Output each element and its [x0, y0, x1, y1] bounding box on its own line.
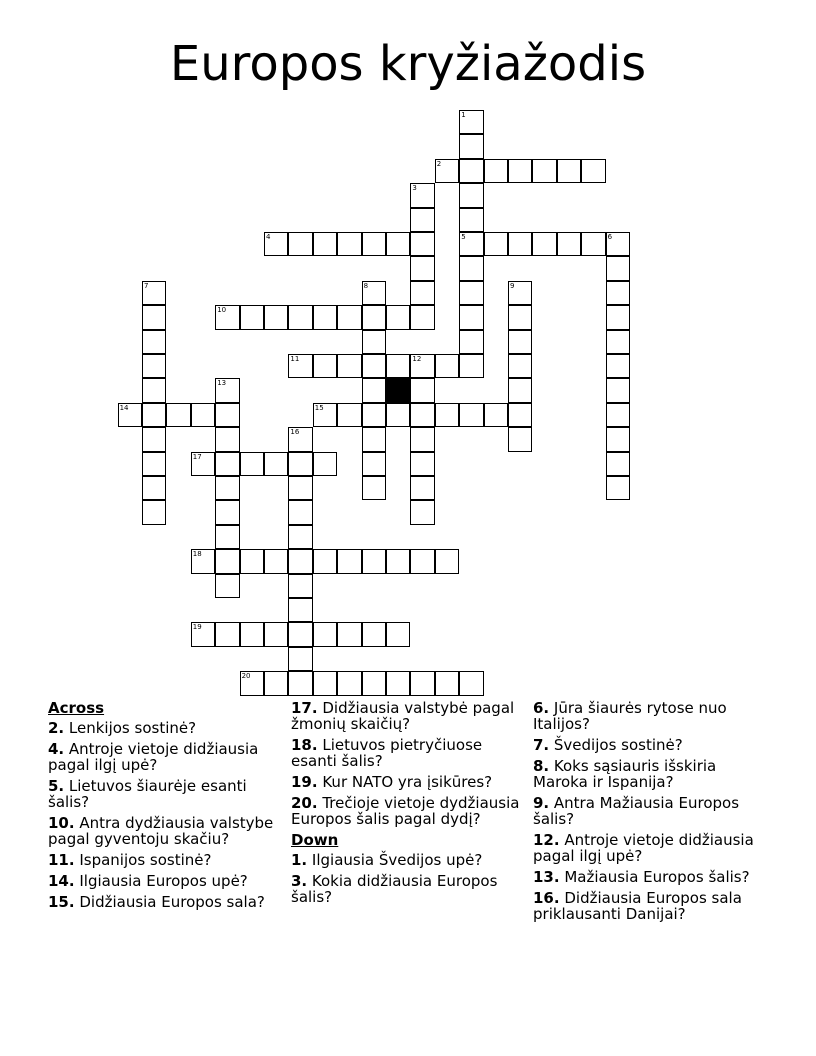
clue-number: 3: [412, 184, 417, 193]
crossword-cell[interactable]: [435, 403, 459, 427]
clue-number: 10: [217, 306, 227, 315]
crossword-cell[interactable]: [288, 354, 312, 378]
crossword-cell[interactable]: [410, 403, 434, 427]
crossword-cell[interactable]: [191, 403, 215, 427]
clue-text: Trečioje vietoje dydžiausia Europos šalis pagal dydį?: [291, 794, 520, 828]
crossword-cell[interactable]: [264, 549, 288, 573]
clue-text: Antroje vietoje didžiausia pagal ilgį upė?: [533, 831, 754, 865]
clue-number: 1: [461, 111, 466, 119]
crossword-cell[interactable]: [606, 427, 630, 451]
crossword-cell[interactable]: [215, 574, 239, 598]
crossword-cell[interactable]: [191, 452, 215, 476]
clue-number: 9.: [533, 794, 550, 812]
crossword-cell[interactable]: [606, 305, 630, 329]
crossword-cell[interactable]: [410, 452, 434, 476]
crossword-cell[interactable]: [484, 159, 508, 183]
clue-number: 8.: [533, 757, 550, 775]
crossword-cell[interactable]: [337, 622, 361, 646]
crossword-cell[interactable]: [313, 354, 337, 378]
clue-number: 20: [241, 672, 251, 681]
crossword-cell[interactable]: [240, 549, 264, 573]
clue: [533, 869, 769, 885]
crossword-cell[interactable]: [362, 403, 386, 427]
crossword-cell[interactable]: [362, 281, 386, 305]
crossword-cell[interactable]: [215, 305, 239, 329]
clue-number: 12: [412, 355, 422, 363]
crossword-cell[interactable]: [386, 305, 410, 329]
crossword-cell[interactable]: [410, 500, 434, 524]
crossword-cell[interactable]: [288, 574, 312, 598]
crossword-cell[interactable]: [557, 232, 581, 256]
crossword-cell[interactable]: [508, 159, 532, 183]
crossword-cell[interactable]: [435, 159, 459, 183]
clue-number: 20.: [291, 794, 318, 812]
crossword-cell[interactable]: [288, 476, 312, 500]
crossword-cell[interactable]: [362, 452, 386, 476]
crossword-cell[interactable]: [362, 622, 386, 646]
crossword-cell[interactable]: [215, 549, 239, 573]
clue-text: Švedijos sostinė?: [549, 736, 683, 754]
clue-number: 6: [607, 233, 613, 241]
clue-text: Jūra šiaurės rytose nuo Italijos?: [533, 699, 727, 733]
crossword-cell[interactable]: [313, 232, 337, 256]
crossword-cell[interactable]: [410, 378, 434, 402]
crossword-cell[interactable]: [337, 671, 361, 695]
crossword-cell[interactable]: [410, 305, 434, 329]
crossword-cell[interactable]: [581, 159, 605, 183]
crossword-cell[interactable]: [606, 281, 630, 305]
clue: [48, 815, 284, 847]
crossword-cell[interactable]: [118, 403, 142, 427]
clue-number: 14.: [48, 872, 75, 890]
clue-column-2: [291, 700, 527, 910]
crossword-cell[interactable]: [459, 354, 483, 378]
crossword-cell[interactable]: [215, 452, 239, 476]
clue-number: 12.: [533, 831, 560, 849]
crossword-cell[interactable]: [142, 281, 166, 305]
clue-column-1: [48, 700, 284, 915]
clue-number: 11.: [48, 851, 75, 869]
crossword-cell[interactable]: [410, 208, 434, 232]
clue-text: Ilgiausia Švedijos upė?: [307, 851, 483, 869]
crossword-cell[interactable]: [459, 183, 483, 207]
crossword-cell[interactable]: [410, 427, 434, 451]
crossword-cell[interactable]: [459, 305, 483, 329]
crossword-cell[interactable]: [606, 452, 630, 476]
clue-text: Koks sąsiauris išskiria Maroka ir Ispanija?: [533, 757, 717, 791]
crossword-cell[interactable]: [264, 452, 288, 476]
crossword-cell[interactable]: [410, 671, 434, 695]
crossword-cell[interactable]: [215, 403, 239, 427]
crossword-cell[interactable]: [459, 134, 483, 158]
crossword-cell[interactable]: [386, 403, 410, 427]
crossword-cell[interactable]: [459, 671, 483, 695]
clue: [48, 778, 284, 810]
crossword-cell[interactable]: [459, 208, 483, 232]
clue-number: 2.: [48, 719, 65, 737]
crossword-cell[interactable]: [288, 232, 312, 256]
crossword-cell[interactable]: [313, 452, 337, 476]
crossword-cell[interactable]: [166, 403, 190, 427]
clue-number: 15: [314, 403, 324, 412]
crossword-cell[interactable]: [362, 354, 386, 378]
clue-text: Ilgiausia Europos upė?: [74, 872, 248, 890]
crossword-cell[interactable]: [215, 476, 239, 500]
clue-number: 16: [290, 428, 300, 437]
crossword-cell[interactable]: [508, 232, 532, 256]
clue-heading: Across: [48, 699, 105, 717]
crossword-cell[interactable]: [606, 330, 630, 354]
crossword-cell[interactable]: [410, 476, 434, 500]
clue-text: Kokia didžiausia Europos šalis?: [291, 872, 498, 906]
crossword-cell[interactable]: [264, 305, 288, 329]
crossword-cell[interactable]: [215, 427, 239, 451]
clue-number: 19: [192, 623, 202, 632]
clue-column-3: [533, 700, 769, 927]
crossword-cell[interactable]: [484, 232, 508, 256]
clue-number: 16.: [533, 889, 560, 907]
clue: [291, 774, 527, 790]
clue-number: 7: [144, 281, 149, 290]
crossword-cell[interactable]: [606, 354, 630, 378]
crossword-cell[interactable]: [606, 232, 630, 256]
crossword-cell[interactable]: [337, 305, 361, 329]
clue-number: 8: [363, 281, 369, 290]
crossword-cell[interactable]: [313, 671, 337, 695]
clue-number: 4.: [48, 740, 65, 758]
crossword-cell[interactable]: [581, 232, 605, 256]
crossword-cell[interactable]: [337, 232, 361, 256]
clue-number: 1.: [291, 851, 308, 869]
crossword-cell[interactable]: [313, 403, 337, 427]
crossword-cell[interactable]: [264, 671, 288, 695]
crossword-cell[interactable]: [508, 281, 532, 305]
crossword-cell[interactable]: [142, 476, 166, 500]
clue-number: 13.: [533, 868, 560, 886]
clue-text: Ispanijos sostinė?: [74, 851, 212, 869]
crossword-cell[interactable]: [362, 232, 386, 256]
clue-number: 18: [192, 550, 202, 559]
clue-text: Antroje vietoje didžiausia pagal ilgį upė?: [48, 740, 259, 774]
crossword-cell[interactable]: [435, 549, 459, 573]
crossword-cell[interactable]: [459, 403, 483, 427]
clue: [533, 737, 769, 753]
crossword-cell[interactable]: [215, 622, 239, 646]
clue-number: 9: [510, 281, 515, 290]
crossword-cell[interactable]: [215, 525, 239, 549]
crossword-cell[interactable]: [288, 622, 312, 646]
crossword-cell[interactable]: [288, 305, 312, 329]
clue-text: Didžiausia Europos sala priklausanti Danijai?: [533, 889, 742, 923]
clue-number: 11: [290, 355, 300, 363]
crossword-cell[interactable]: [606, 403, 630, 427]
clue-text: Didžiausia valstybė pagal žmonių skaičių?: [291, 699, 515, 733]
crossword-cell[interactable]: [508, 354, 532, 378]
crossword-cell[interactable]: [337, 403, 361, 427]
crossword-cell[interactable]: [288, 525, 312, 549]
clue: [291, 737, 527, 769]
clue: [291, 700, 527, 732]
crossword-cell[interactable]: [484, 403, 508, 427]
crossword-cell[interactable]: [288, 452, 312, 476]
crossword-cell[interactable]: [459, 110, 483, 134]
clue-text: Lietuvos pietryčiuose esanti šalis?: [291, 736, 483, 770]
crossword-cell[interactable]: [606, 476, 630, 500]
clue-heading: Down: [291, 831, 339, 849]
crossword-cell[interactable]: [288, 671, 312, 695]
crossword-cell[interactable]: [508, 403, 532, 427]
clue-number: 14: [119, 403, 129, 412]
crossword-cell[interactable]: [288, 427, 312, 451]
crossword-cell[interactable]: [337, 354, 361, 378]
crossword-cell[interactable]: [215, 378, 239, 402]
crossword-cell[interactable]: [264, 622, 288, 646]
clue-number: 3.: [291, 872, 308, 890]
clue-number: 7.: [533, 736, 550, 754]
crossword-cell[interactable]: [557, 159, 581, 183]
crossword-cell[interactable]: [532, 232, 556, 256]
clue-number: 13: [217, 379, 227, 388]
crossword-cell[interactable]: [362, 378, 386, 402]
crossword-cell[interactable]: [240, 671, 264, 695]
clue-number: 2: [436, 159, 442, 168]
crossword-cell[interactable]: [606, 378, 630, 402]
clue-number: 5.: [48, 777, 65, 795]
crossword-cell[interactable]: [386, 232, 410, 256]
crossword-cell[interactable]: [215, 500, 239, 524]
crossword-cell[interactable]: [191, 549, 215, 573]
crossword-cell[interactable]: [313, 305, 337, 329]
crossword-cell[interactable]: [142, 330, 166, 354]
crossword-cell[interactable]: [459, 256, 483, 280]
crossword-cell[interactable]: [191, 622, 215, 646]
crossword-cell[interactable]: [362, 476, 386, 500]
crossword-cell[interactable]: [313, 549, 337, 573]
black-cell: [386, 378, 410, 402]
crossword-cell[interactable]: [459, 159, 483, 183]
clue-text: Mažiausia Europos šalis?: [559, 868, 750, 886]
crossword-cell[interactable]: [606, 256, 630, 280]
clue-number: 17: [192, 452, 202, 461]
crossword-cell[interactable]: [386, 671, 410, 695]
crossword-cell[interactable]: [362, 549, 386, 573]
crossword-cell[interactable]: [142, 500, 166, 524]
crossword-cell[interactable]: [313, 622, 337, 646]
clue: [533, 890, 769, 922]
clue-text: Didžiausia Europos sala?: [74, 893, 265, 911]
clue-number: 19.: [291, 773, 318, 791]
crossword-cell[interactable]: [459, 330, 483, 354]
crossword-cell[interactable]: [362, 305, 386, 329]
clue-text: Lietuvos šiaurėje esanti šalis?: [48, 777, 247, 811]
crossword-cell[interactable]: [288, 549, 312, 573]
clue-number: 10.: [48, 814, 75, 832]
page-title: Europos kryžiažodis: [169, 36, 647, 92]
clue-text: Lenkijos sostinė?: [64, 719, 197, 737]
crossword-cell[interactable]: [532, 159, 556, 183]
crossword-cell[interactable]: [410, 549, 434, 573]
crossword-cell[interactable]: [337, 549, 361, 573]
crossword-cell[interactable]: [362, 427, 386, 451]
crossword-cell[interactable]: [142, 403, 166, 427]
clue: [48, 720, 284, 736]
clue-text: Antra dydžiausia valstybe pagal gyventoju skačiu?: [48, 814, 274, 848]
clue: [533, 832, 769, 864]
clue: [291, 873, 527, 905]
crossword-cell[interactable]: [288, 500, 312, 524]
crossword-cell[interactable]: [362, 330, 386, 354]
crossword-cell[interactable]: [508, 378, 532, 402]
crossword-cell[interactable]: [142, 305, 166, 329]
crossword-cell[interactable]: [142, 452, 166, 476]
crossword-cell[interactable]: [508, 305, 532, 329]
crossword-cell[interactable]: [240, 622, 264, 646]
crossword-cell[interactable]: [142, 378, 166, 402]
crossword-cell[interactable]: [508, 330, 532, 354]
crossword-cell[interactable]: [459, 281, 483, 305]
clue-number: 18.: [291, 736, 318, 754]
crossword-cell[interactable]: [288, 598, 312, 622]
crossword-cell[interactable]: [386, 622, 410, 646]
crossword-cell[interactable]: [264, 232, 288, 256]
crossword-cell[interactable]: [240, 305, 264, 329]
crossword-cell[interactable]: [386, 549, 410, 573]
crossword-cell[interactable]: [459, 232, 483, 256]
clue: [533, 758, 769, 790]
clue: [48, 741, 284, 773]
crossword-cell[interactable]: [410, 232, 434, 256]
clue: [533, 700, 769, 732]
crossword-cell[interactable]: [362, 671, 386, 695]
clue-text: Antra Mažiausia Europos šalis?: [533, 794, 740, 828]
clue: [291, 852, 527, 868]
crossword-cell[interactable]: [142, 354, 166, 378]
crossword-cell[interactable]: [386, 354, 410, 378]
crossword-cell[interactable]: [410, 183, 434, 207]
crossword-cell[interactable]: [410, 256, 434, 280]
clue-number: 17.: [291, 699, 318, 717]
clue: [48, 852, 284, 868]
clue: [48, 894, 284, 910]
crossword-cell[interactable]: [410, 281, 434, 305]
crossword-cell[interactable]: [288, 647, 312, 671]
clue: [291, 795, 527, 827]
clue-number: 4: [266, 233, 271, 241]
clue: [48, 873, 284, 889]
clue-number: 6.: [533, 699, 550, 717]
crossword-cell[interactable]: [142, 427, 166, 451]
crossword-cell[interactable]: [435, 671, 459, 695]
crossword-cell[interactable]: [410, 354, 434, 378]
crossword-cell[interactable]: [508, 427, 532, 451]
clue-number: 5: [461, 233, 466, 241]
clue-text: Kur NATO yra įsikūres?: [317, 773, 493, 791]
crossword-cell[interactable]: [435, 354, 459, 378]
clue-number: 15.: [48, 893, 75, 911]
crossword-cell[interactable]: [240, 452, 264, 476]
clue: [533, 795, 769, 827]
